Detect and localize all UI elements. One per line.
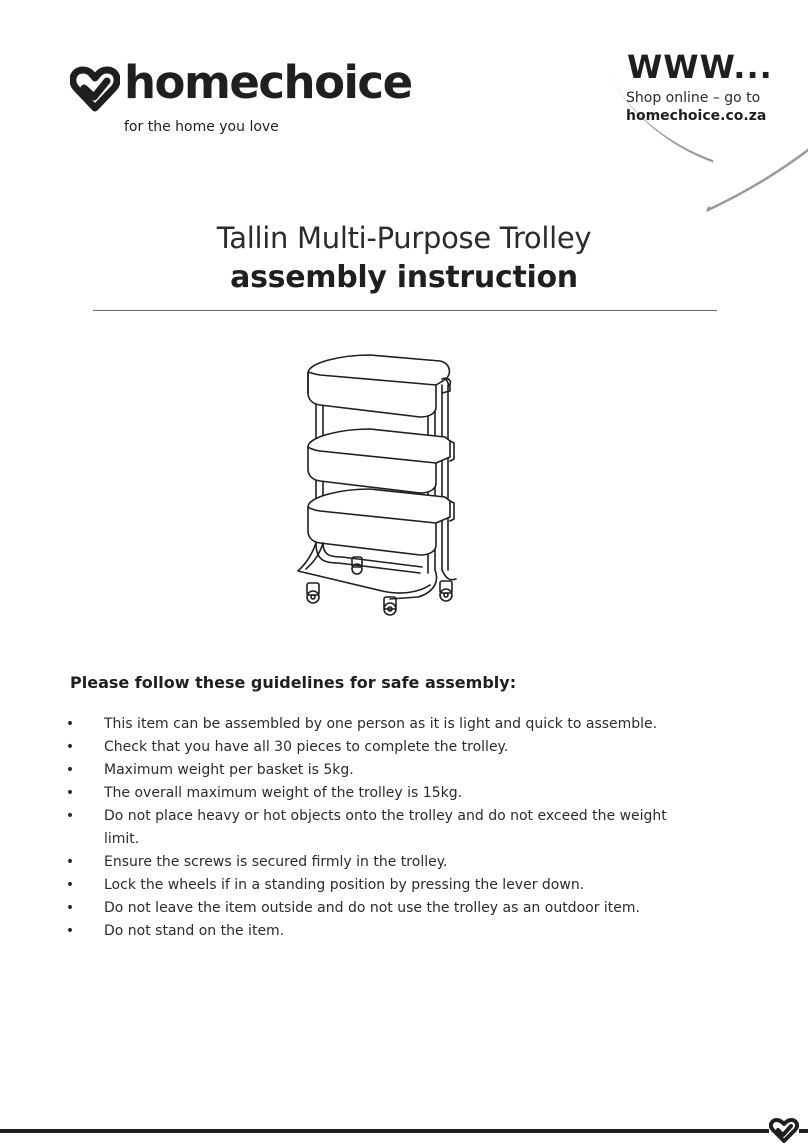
list-item bbox=[65, 897, 705, 920]
shop-online-text: Shop online – go to bbox=[626, 90, 761, 106]
brand-tagline: for the home you love bbox=[124, 119, 279, 135]
list-item bbox=[65, 851, 705, 874]
brand-logo bbox=[70, 56, 450, 142]
www-label: WWW... bbox=[627, 48, 773, 86]
bullet: • bbox=[65, 854, 75, 870]
guidelines-heading: Please follow these guidelines for safe assembly: bbox=[70, 673, 517, 692]
brand-name: homechoice bbox=[124, 56, 412, 109]
list-item-text: Do not stand on the item. bbox=[104, 923, 285, 939]
list-item bbox=[65, 759, 705, 782]
bullet: • bbox=[65, 877, 75, 893]
bullet: • bbox=[65, 762, 75, 778]
list-item bbox=[65, 713, 705, 736]
heart-check-icon bbox=[769, 1118, 799, 1144]
heart-check-icon bbox=[70, 66, 120, 112]
three-tier-trolley-illustration bbox=[290, 345, 470, 620]
list-item-text: This item can be assembled by one person as it is light and quick to assemble. bbox=[104, 716, 658, 732]
list-item-text: Check that you have all 30 pieces to complete the trolley. bbox=[104, 739, 509, 755]
list-item bbox=[65, 736, 705, 759]
footer-logo bbox=[769, 1118, 799, 1144]
bullet: • bbox=[65, 716, 75, 732]
list-item bbox=[65, 782, 705, 805]
bullet: • bbox=[65, 900, 75, 916]
wheel-icon bbox=[307, 583, 319, 603]
website-url[interactable]: homechoice.co.za bbox=[626, 108, 767, 124]
title-divider bbox=[93, 310, 717, 311]
list-item-text: The overall maximum weight of the trolley is 15kg. bbox=[104, 785, 463, 801]
footer-divider bbox=[0, 1129, 808, 1133]
list-item-text: Lock the wheels if in a standing position by pressing the lever down. bbox=[104, 877, 585, 893]
guidelines-list bbox=[65, 713, 705, 943]
list-item-text: Do not leave the item outside and do not use the trolley as an outdoor item. bbox=[104, 900, 640, 916]
bullet: • bbox=[65, 739, 75, 755]
wheel-icon bbox=[440, 581, 452, 601]
website-bubble bbox=[580, 0, 808, 215]
list-item-text: Do not place heavy or hot objects onto the trolley and do not exceed the weight limit. bbox=[104, 808, 667, 847]
list-item-text: Maximum weight per basket is 5kg. bbox=[104, 762, 354, 778]
list-item-text: Ensure the screws is secured firmly in the trolley. bbox=[104, 854, 448, 870]
list-item bbox=[65, 805, 705, 851]
bullet: • bbox=[65, 808, 75, 824]
list-item bbox=[65, 920, 705, 943]
bullet: • bbox=[65, 923, 75, 939]
bullet: • bbox=[65, 785, 75, 801]
document-type: assembly instruction bbox=[230, 260, 578, 295]
title-block bbox=[0, 218, 808, 298]
list-item bbox=[65, 874, 705, 897]
product-name: Tallin Multi-Purpose Trolley bbox=[216, 221, 592, 255]
